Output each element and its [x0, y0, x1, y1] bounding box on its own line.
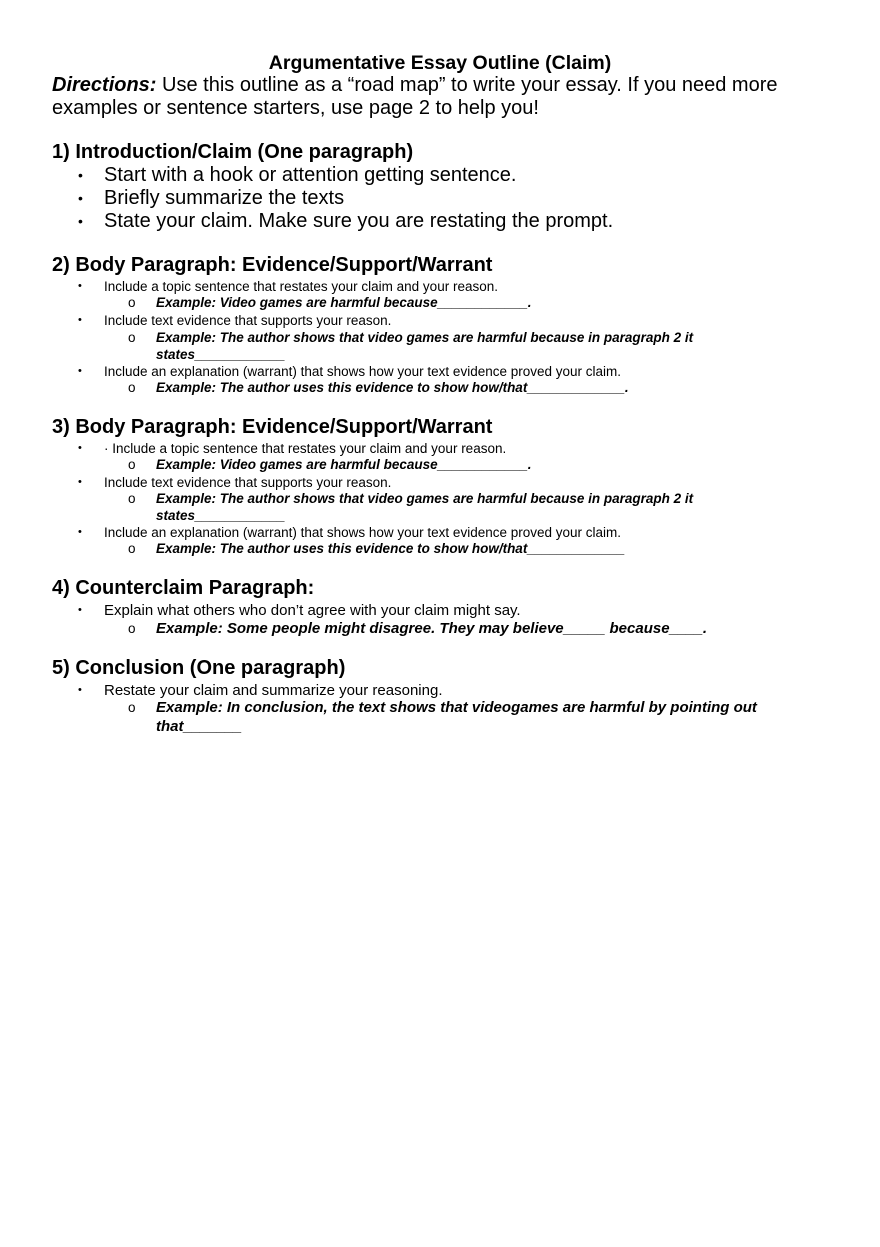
- bullet-icon: •: [78, 604, 82, 616]
- circle-bullet-icon: o: [128, 491, 136, 506]
- circle-bullet-icon: o: [128, 295, 136, 310]
- circle-bullet-icon: o: [128, 330, 136, 345]
- circle-bullet-icon: o: [128, 621, 136, 636]
- bullet-icon: •: [78, 280, 82, 292]
- document-page: Argumentative Essay Outline (Claim) Directions: Use this outline as a “road map” to write your essay. If you need more examples or sentence starters, use page 2 to help you! 1) Introduction/Claim (One paragraph) • Start with a hook or attention getting sentence. • Briefly summarize the texts • State your claim. Make sure you are restating the prompt. 2) Body Paragraph: Evidence/Support/Warrant • Include a topic sentence that restates your claim and your reason. o Example: Video games are harmful because____________. • Include text evidence that supports your reason. o Example: The author shows that video games are harmful because in paragraph 2 it states____________ • Include an explanation (warrant) that shows how your text evidence proved your claim. o Example: The author uses this evidence to show how/that_____________. 3) Body Paragraph: Evidence/Support/Warrant • · Include a topic sentence that restates your claim and your reason. o Example: Video games are harmful because____________. • Include text evidence that supports your reason. o Example: The author shows that video games are harmful because in paragraph 2 it states____________ • Include an explanation (warrant) that shows how your text evidence proved your claim. o Example: The author uses this evidence to show how/that_____________ 4) Counterclaim Paragraph: • Explain what others who don’t agree with your claim might say. o Example: Some people might disagree. They may believe_____ because____. 5) Conclusion (One paragraph) • Restate your claim and summarize your reasoning. o Example: In conclusion, the text shows that videogames are harmful by pointing out that_______: [0, 0, 880, 1247]
- directions-paragraph: [52, 74, 842, 120]
- bullet-icon: •: [78, 526, 82, 538]
- bullet-icon: •: [78, 442, 82, 454]
- circle-bullet-icon: o: [128, 457, 136, 472]
- bullet-icon: •: [78, 167, 83, 183]
- circle-bullet-icon: o: [128, 380, 136, 395]
- section-4-heading: 4) Counterclaim Paragraph:: [52, 577, 315, 599]
- bullet-icon: •: [78, 314, 82, 326]
- bullet-icon: •: [78, 476, 82, 488]
- bullet-icon: •: [78, 365, 82, 377]
- section-5-heading: 5) Conclusion (One paragraph): [52, 657, 346, 679]
- directions-text: Use this outline as a “road map” to write your essay. If you need more examples or sentence starters, use page 2 to help you!: [52, 74, 778, 119]
- bullet-icon: •: [78, 684, 82, 696]
- circle-bullet-icon: o: [128, 700, 136, 715]
- directions-label: Directions:: [52, 74, 157, 96]
- bullet-icon: •: [78, 213, 83, 229]
- section-2-heading: 2) Body Paragraph: Evidence/Support/Warrant: [52, 254, 493, 276]
- circle-bullet-icon: o: [128, 541, 136, 556]
- document-title: Argumentative Essay Outline (Claim): [268, 52, 612, 74]
- section-3-heading: 3) Body Paragraph: Evidence/Support/Warrant: [52, 416, 493, 438]
- bullet-icon: •: [78, 190, 83, 206]
- section-1-heading: 1) Introduction/Claim (One paragraph): [52, 141, 414, 163]
